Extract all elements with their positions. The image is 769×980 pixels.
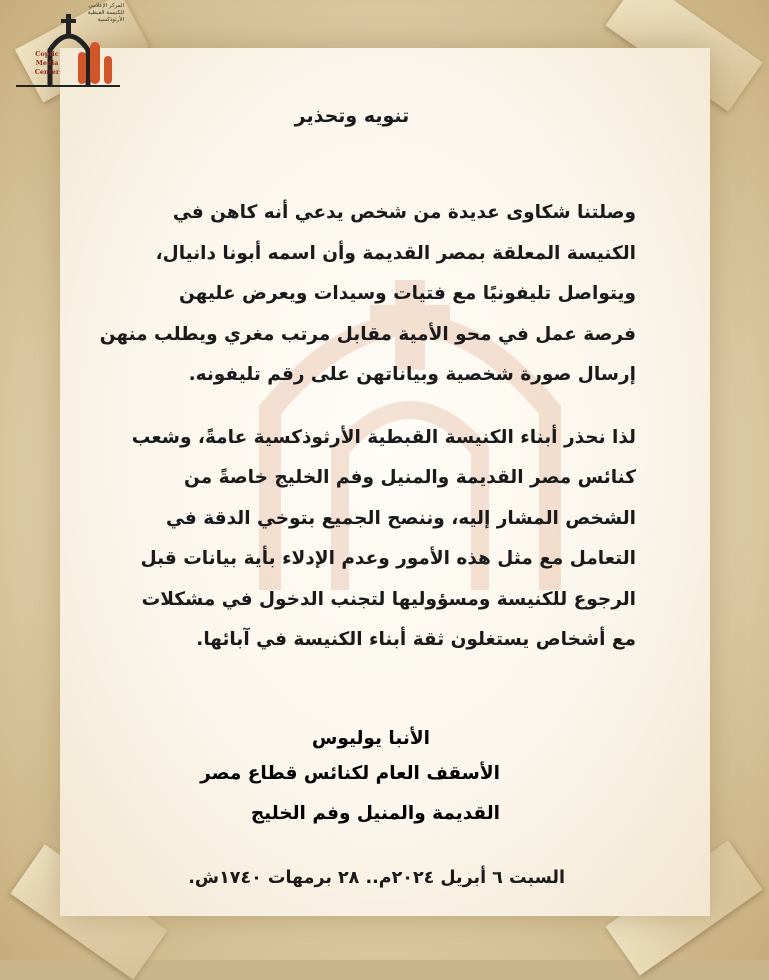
- paragraph-line: التعامل مع مثل هذه الأمور وعدم الإدلاء بأية بيانات قبل: [140, 548, 636, 569]
- paragraph-line: إرسال صورة شخصية وبياناتهن على رقم تليفونه.: [188, 364, 636, 385]
- signatory-role-line1: الأسقف العام لكنائس قطاع مصر: [200, 763, 500, 784]
- paragraph-complaint: [99, 193, 636, 396]
- paragraph-line: كنائس مصر القديمة والمنيل وفم الخليج خاصةً من: [184, 467, 636, 488]
- paragraph-line: لذا نحذر أبناء الكنيسة القبطية الأرثوذكسية عامةً، وشعب: [131, 426, 636, 448]
- page-title: تنويه وتحذير: [294, 105, 410, 127]
- paragraph-line: الكنيسة المعلقة بمصر القديمة وأن اسمه أبونا دانيال،: [155, 242, 636, 264]
- paragraph-line: مع أشخاص يستغلون ثقة أبناء الكنيسة في آبائها.: [196, 629, 636, 650]
- paragraph-line: فرصة عمل في محو الأمية مقابل مرتب مغري ويطلب منهن: [99, 323, 636, 345]
- paragraph-line: وصلتنا شكاوى عديدة من شخص يدعي أنه كاهن في: [172, 202, 636, 223]
- paragraph-line: الرجوع للكنيسة ومسؤوليها لتجنب الدخول في مشكلات: [141, 588, 636, 610]
- coptic-media-center-logo: [14, 0, 122, 90]
- logo-arabic-text: المركز الإعلامي للكنيسة القبطية الأرثوذكسية: [87, 3, 124, 23]
- paragraph-line: الشخص المشار إليه، وننصح الجميع بتوخي الدقة في: [165, 507, 636, 529]
- signatory-role-line2: القديمة والمنيل وفم الخليج: [250, 803, 500, 824]
- paragraph-line: ويتواصل تليفونيًا مع فتيات وسيدات ويعرض عليهن: [179, 283, 636, 304]
- signatory-name: الأنبا يوليوس: [311, 728, 430, 749]
- paragraph-warning: [108, 418, 636, 661]
- document-date: السبت ٦ أبريل ٢٠٢٤م.. ٢٨ برمهات ١٧٤٠ش.: [188, 868, 565, 888]
- document-body: [99, 105, 636, 661]
- logo-english-text: Coptic Media Center: [34, 50, 60, 76]
- signature-block: [150, 724, 500, 834]
